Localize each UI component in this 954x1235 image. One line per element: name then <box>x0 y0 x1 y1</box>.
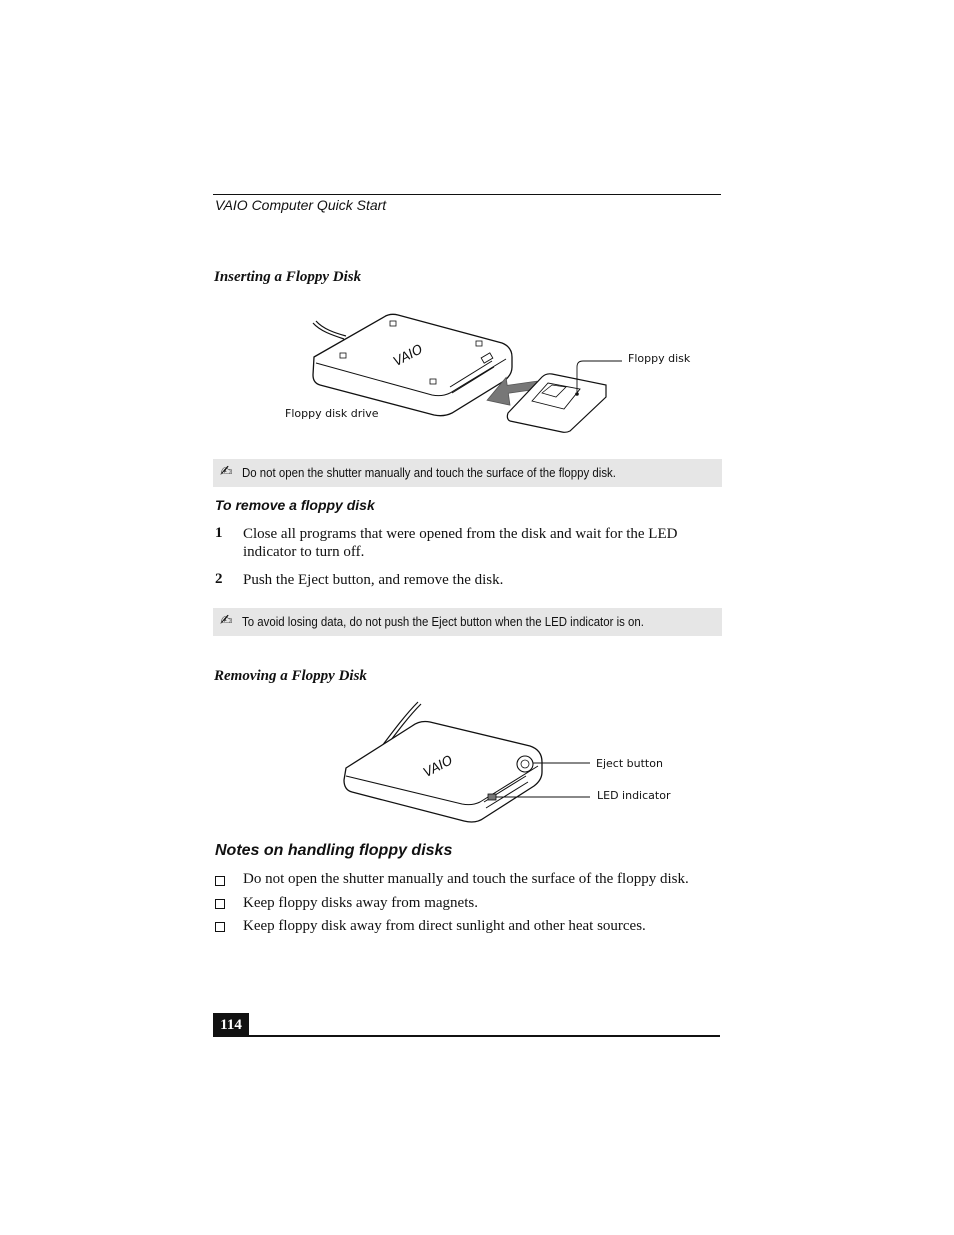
label-eject-button: Eject button <box>596 757 663 770</box>
remove-subheading: To remove a floppy disk <box>215 497 375 513</box>
checkbox-bullet-icon <box>215 922 225 932</box>
step-text-1: Close all programs that were opened from the disk and wait for the LED indicator to turn off. <box>243 526 678 560</box>
notes-item-2: Keep floppy disks away from magnets. <box>243 895 478 911</box>
note-box-2 <box>213 608 722 636</box>
figure1-illustration <box>280 305 720 440</box>
notes-heading: Notes on handling floppy disks <box>215 842 453 859</box>
checkbox-bullet-icon <box>215 899 225 909</box>
note-text-2: To avoid losing data, do not push the Eject button when the LED indicator is on. <box>242 614 644 629</box>
note-text-1: Do not open the shutter manually and touch the surface of the floppy disk. <box>242 465 616 480</box>
notes-item-1: Do not open the shutter manually and touch the surface of the floppy disk. <box>243 871 689 887</box>
checkbox-bullet-icon <box>215 876 225 886</box>
label-led-indicator: LED indicator <box>597 789 671 802</box>
step-number-1: 1 <box>215 525 223 541</box>
pencil-note-icon: ✍ <box>220 462 233 480</box>
floppy-drive-body <box>313 314 512 415</box>
step-number-2: 2 <box>215 571 223 587</box>
label-floppy-disk-drive: Floppy disk drive <box>285 407 379 420</box>
figure2-illustration <box>330 700 710 830</box>
step-text-2: Push the Eject button, and remove the disk. <box>243 572 504 588</box>
page-number: 114 <box>213 1013 249 1037</box>
note-box-1 <box>213 459 722 487</box>
footer-rule <box>249 1035 720 1037</box>
label-floppy-disk: Floppy disk <box>628 352 691 365</box>
header-rule <box>213 194 721 195</box>
figure2-caption: Removing a Floppy Disk <box>214 668 367 684</box>
pencil-note-icon: ✍ <box>220 611 233 629</box>
floppy-disk-illustration <box>507 374 606 433</box>
figure1-caption: Inserting a Floppy Disk <box>214 269 362 285</box>
figure1-logo: VAIO <box>391 342 426 370</box>
figure2-logo: VAIO <box>421 753 456 781</box>
running-head: VAIO Computer Quick Start <box>215 197 387 213</box>
led-indicator-icon <box>488 794 496 800</box>
notes-item-3: Keep floppy disk away from direct sunlight and other heat sources. <box>243 918 646 934</box>
